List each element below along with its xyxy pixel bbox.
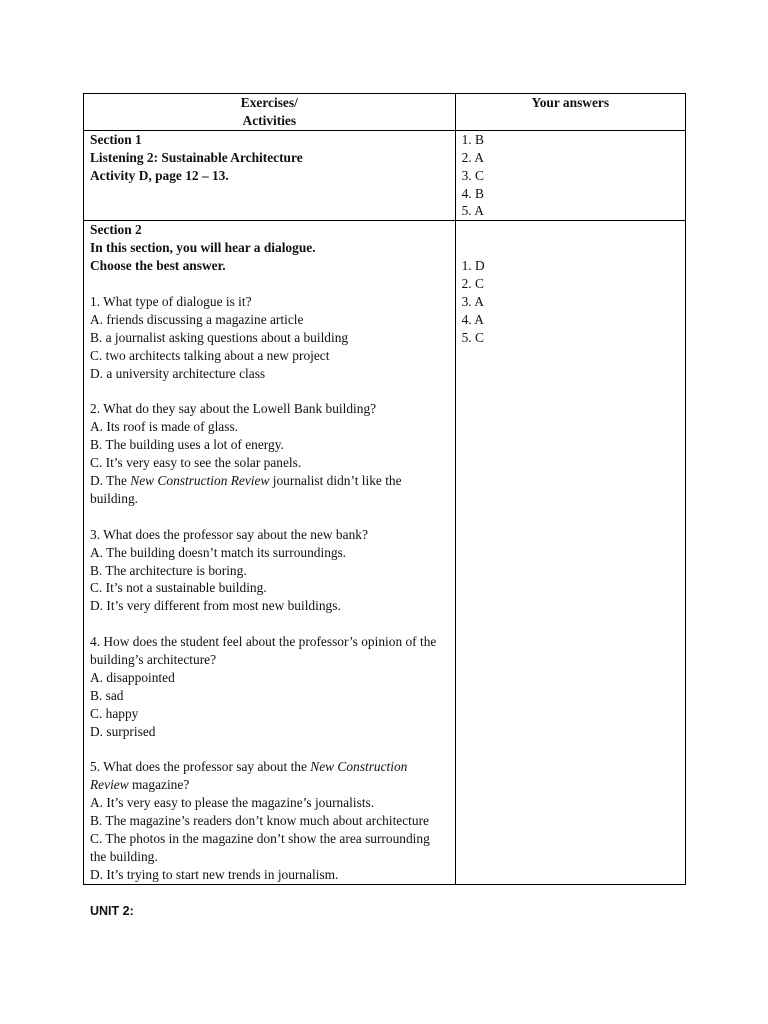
section2-instruction-2: Choose the best answer.	[90, 258, 226, 274]
section2-answer-2: 2. C	[461, 276, 484, 292]
question-1-option-c: C. two architects talking about a new project	[90, 347, 330, 363]
unit-2-heading: UNIT 2:	[90, 904, 134, 918]
question-2-option-a: A. Its roof is made of glass.	[90, 419, 239, 435]
section1-answer-5: 5. A	[461, 203, 484, 219]
question-2-stem: 2. What do they say about the Lowell Bank building?	[90, 401, 377, 417]
question-1-option-b: B. a journalist asking questions about a building	[90, 329, 349, 345]
section1-answers-cell	[455, 130, 685, 221]
question-3-stem: 3. What does the professor say about the new bank?	[90, 526, 368, 542]
question-2	[90, 400, 449, 507]
question-4-option-d: D. surprised	[90, 723, 156, 739]
question-4-option-b: B. sad	[90, 687, 124, 703]
question-3-option-a: A. The building doesn’t match its surroundings.	[90, 544, 347, 560]
question-4	[90, 633, 449, 740]
question-2-option-b: B. The building uses a lot of energy.	[90, 437, 284, 453]
question-1	[90, 293, 449, 383]
section1-activity: Activity D, page 12 – 13.	[90, 167, 229, 183]
question-2-option-d-magazine-title: New Construction Review	[130, 473, 270, 488]
section2-answers-cell	[455, 221, 685, 884]
question-2-option-d	[90, 472, 449, 508]
question-1-option-a: A. friends discussing a magazine article	[90, 311, 304, 327]
section2-answer-list	[462, 257, 679, 347]
question-5-option-d: D. It’s trying to start new trends in journalism.	[90, 866, 339, 882]
section2-answer-1: 1. D	[461, 258, 485, 274]
section2-title: Section 2	[90, 222, 142, 238]
section1-answer-1: 1. B	[461, 131, 484, 147]
section1-answer-list	[462, 131, 679, 221]
header-exercises-cell	[84, 94, 456, 131]
question-3-option-c: C. It’s not a sustainable building.	[90, 580, 267, 596]
header-answers-label: Your answers	[531, 95, 610, 110]
question-5-stem-magazine-title: New Construction Review	[90, 759, 408, 793]
section1-answer-4: 4. B	[461, 185, 484, 201]
exercise-answer-table	[83, 93, 686, 885]
question-5	[90, 758, 449, 883]
question-3-option-d: D. It’s very different from most new buildings.	[90, 598, 341, 614]
section2-answer-4: 4. A	[461, 311, 484, 327]
question-4-stem: 4. How does the student feel about the professor’s opinion of the building’s architecture?	[90, 634, 437, 668]
question-5-stem-suffix: magazine?	[128, 777, 190, 793]
header-exercises-label: Exercises/	[240, 95, 298, 110]
section1-answer-2: 2. A	[461, 149, 484, 165]
question-5-option-a: A. It’s very easy to please the magazine’s journalists.	[90, 795, 375, 811]
section1-row	[84, 130, 686, 221]
question-5-option-c: C. The photos in the magazine don’t show the area surrounding the building.	[90, 831, 430, 864]
question-5-option-b: B. The magazine’s readers don’t know much about architecture	[90, 813, 429, 829]
section2-prompt-cell	[84, 221, 456, 884]
section1-title: Section 1	[90, 131, 142, 147]
question-2-option-d-suffix: journalist didn’t like the building.	[90, 473, 402, 506]
section1-subtitle: Listening 2: Sustainable Architecture	[90, 149, 303, 165]
question-4-option-a: A. disappointed	[90, 669, 175, 685]
section2-instruction-1: In this section, you will hear a dialogue.	[90, 240, 316, 256]
section2-answer-3: 3. A	[461, 293, 484, 309]
question-1-option-d: D. a university architecture class	[90, 365, 266, 381]
question-5-stem	[90, 758, 449, 794]
header-answers-cell	[455, 94, 685, 131]
header-activities-label: Activities	[242, 112, 297, 128]
question-1-stem: 1. What type of dialogue is it?	[90, 293, 252, 309]
section2-answer-5: 5. C	[461, 329, 484, 345]
question-2-option-c: C. It’s very easy to see the solar panels.	[90, 455, 302, 471]
section1-answer-3: 3. C	[461, 167, 484, 183]
section1-prompt-cell	[84, 130, 456, 221]
question-5-stem-prefix: 5. What does the professor say about the	[90, 759, 311, 775]
question-3	[90, 526, 449, 616]
question-2-option-d-prefix: D. The	[90, 473, 131, 488]
question-3-option-b: B. The architecture is boring.	[90, 562, 247, 578]
table-header-row	[84, 94, 686, 131]
section2-row	[84, 221, 686, 884]
question-4-option-c: C. happy	[90, 705, 139, 721]
